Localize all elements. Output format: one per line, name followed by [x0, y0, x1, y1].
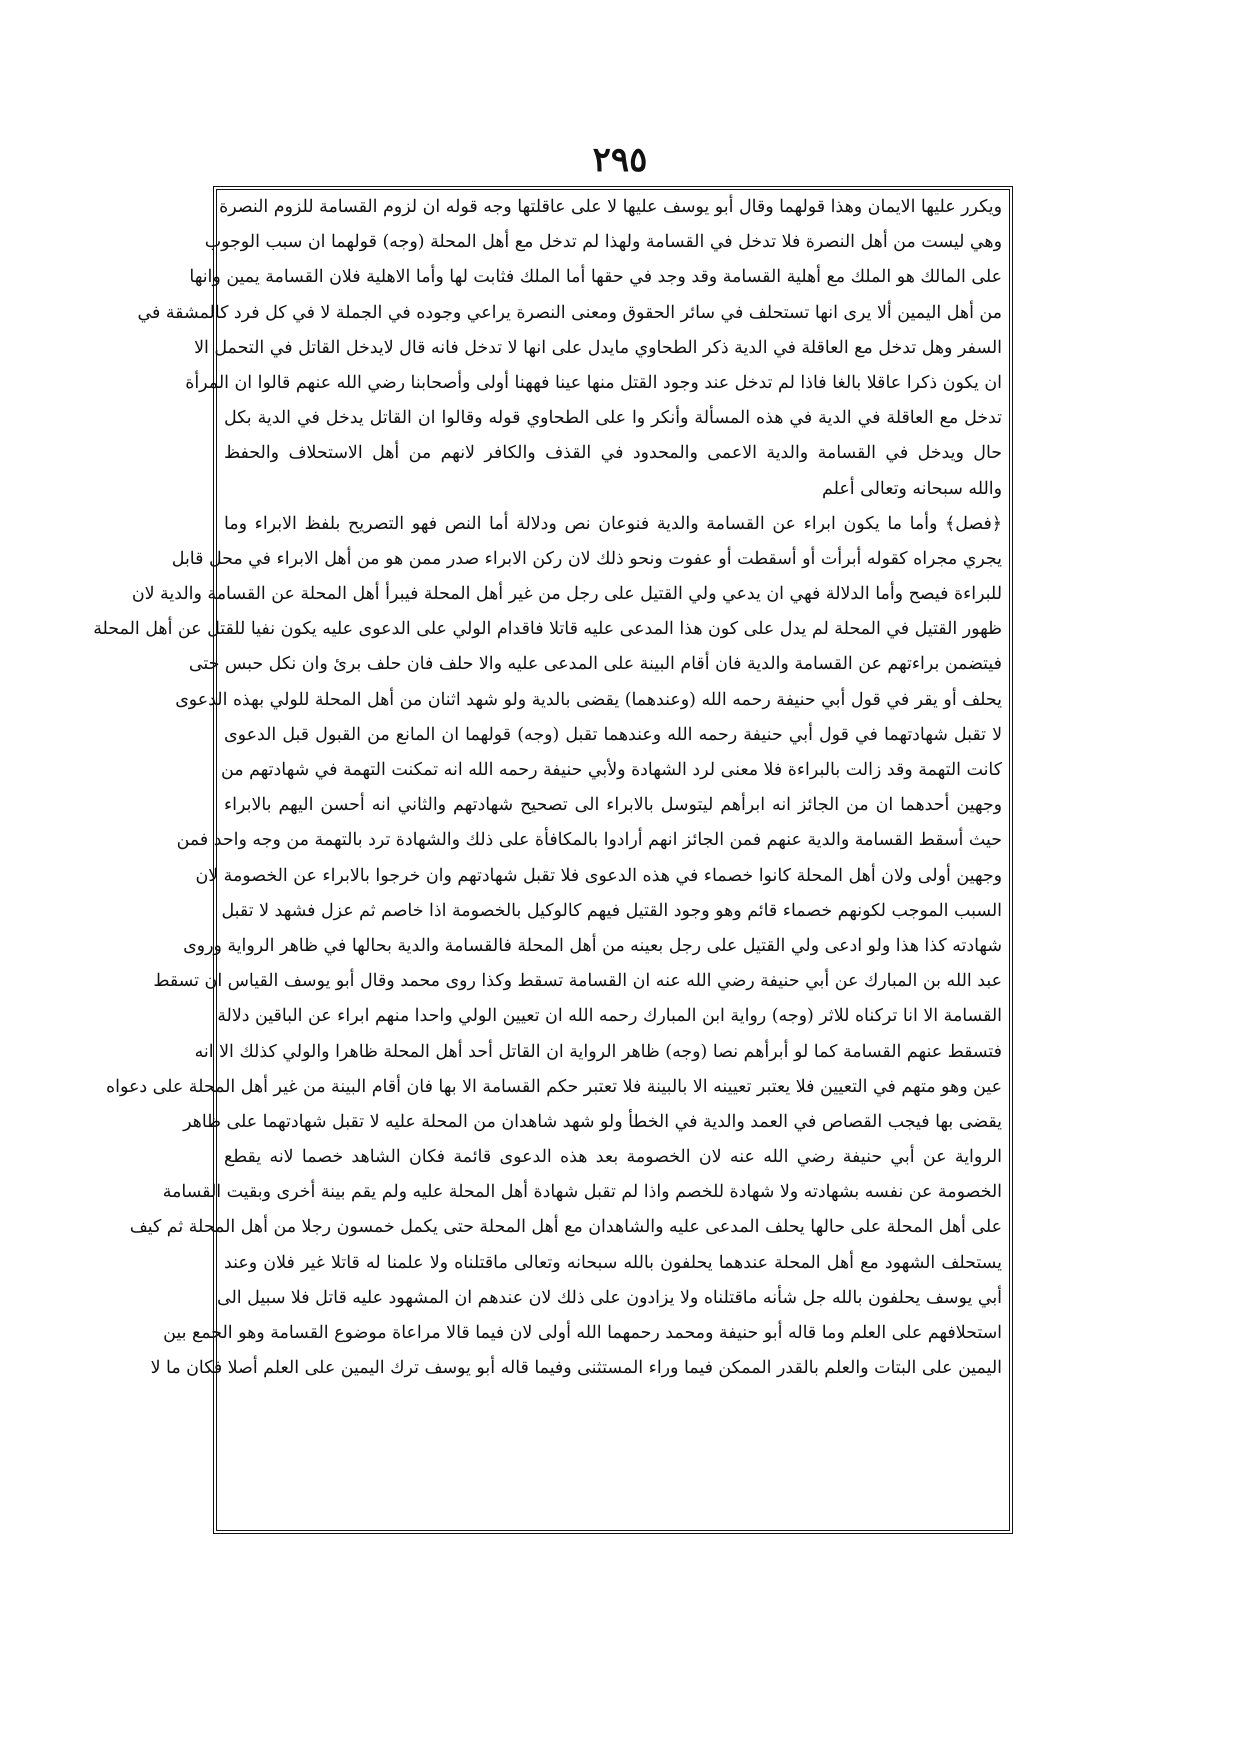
text-line: استحلافهم على العلم وما قاله أبو حنيفة ومحمد رحمهما الله أولى لان فيما قالا مراعاة موضوع القسامة وهو الجمع بين	[163, 1323, 1002, 1343]
text-line: عبد الله بن المبارك عن أبي حنيفة رضي الله عنه ان القسامة تسقط وكذا روى محمد وقال أبو يوسف القياس ان تسقط	[153, 971, 1002, 992]
text-line: يحلف أو يقر في قول أبي حنيفة رحمه الله (وعندهما) يقضى بالدية ولو شهد اثنان من أهل المحلة للولي بهذه الدعوى	[175, 689, 1002, 710]
text-line: وجهين أحدهما ان من الجائز انه ابرأهم ليتوسل بالابراء الى تصحيح شهادتهم والثاني انه أحسن اليهم بالابراء	[224, 795, 1002, 816]
text-line: فتسقط عنهم القسامة كما لو أبرأهم نصا (وجه) ظاهر الرواية ان القاتل أحد أهل المحلة ظاهرا والولي كذلك الا انه	[194, 1041, 1002, 1062]
text-line: ظهور القتيل في المحلة لم يدل على كون هذا المدعى عليه قاتلا فاقدام الولي على الدعوى عليه يكون نفيا للقتل عن أهل المحلة	[93, 619, 1002, 640]
text-line: السبب الموجب لكونهم خصماء قائم وهو وجود القتيل فيهم كالوكيل بالخصومة اذا خاصم ثم عزل فشهد لا تقبل	[221, 900, 1002, 921]
text-line: الخصومة عن نفسه بشهادته ولا شهادة للخصم واذا لم تقبل شهادة أهل المحلة عليه ولم يقم بينة أخرى وبقيت القسامة	[162, 1182, 1002, 1203]
text-line: للبراءة فيصح وأما الدلالة فهي ان يدعي ولي القتيل على رجل من غير أهل المحلة فيبرأ أهل المحلة عن القسامة والدية لان	[131, 584, 1002, 605]
text-line: على أهل المحلة على حالها يحلف المدعى عليه والشاهدان مع أهل المحلة حتى يكمل خمسون رجلا من أهل المحلة ثم كيف	[129, 1217, 1002, 1238]
text-line: يستحلف الشهود مع أهل المحلة عندهما يحلفون بالله سبحانه وتعالى ماقتلناه ولا علمنا له قاتلا غير فلان وعند	[224, 1252, 1002, 1273]
text-line: من أهل اليمين ألا يرى انها تستحلف في سائر الحقوق ومعنى النصرة يراعي وجوده في الجملة لا في كل فرد كالمشقة في	[137, 302, 1002, 323]
text-line: يقضى بها فيجب القصاص في العمد والدية في الخطأ ولو شهد شاهدان من المحلة عليه لا تقبل شهادتهما على ظاهر	[183, 1111, 1002, 1132]
text-line: ان يكون ذكرا عاقلا بالغا فاذا لم تدخل عند وجود القتل منها عينا فههنا أولى وأصحابنا رضي الله عنهم قالوا ان المرأة	[185, 372, 1002, 393]
text-body	[93, 190, 1002, 1528]
text-line: على المالك هو الملك مع أهلية القسامة وقد وجد في حقها أما الملك فثابت لها وأما الاهلية فلان القسامة يمين وانها	[189, 267, 1002, 288]
text-line: حيث أسقط القسامة والدية عنهم فمن الجائز انهم أرادوا بالمكافأة على ذلك والشهادة ترد بالتهمة من وجه واحد فمن	[176, 830, 1002, 851]
text-line: الرواية عن أبي حنيفة رضي الله عنه لان الخصومة بعد هذه الدعوى قائمة فكان الشاهد خصما لانه يقطع	[224, 1147, 1002, 1168]
text-line: يجري مجراه كقوله أبرأت أو أسقطت أو عفوت ونحو ذلك لان ركن الابراء صدر ممن هو من أهل الابراء في محل قابل	[171, 548, 1002, 569]
text-line: وهي ليست من أهل النصرة فلا تدخل في القسامة ولهذا لم تدخل مع أهل المحلة (وجه) قولهما ان سبب الوجوب	[204, 232, 1002, 253]
text-line: شهادته كذا هذا ولو ادعى ولي القتيل على رجل بعينه من أهل المحلة فالقسامة والدية بحالها في ظاهر الرواية وروى	[183, 935, 1002, 956]
text-line: ويكرر عليها الايمان وهذا قولهما وقال أبو يوسف عليها لا على عاقلتها وجه قوله ان لزوم القسامة للزوم النصرة	[219, 197, 1002, 217]
text-line: حال ويدخل في القسامة والدية الاعمى والمحدود في القذف والكافر لانهم من أهل الاستحلاف والحفظ	[224, 443, 1002, 464]
section-heading-line: ﴿فصل﴾ وأما ما يكون ابراء عن القسامة والدية فنوعان نص ودلالة أما النص فهو التصريح بلفظ الابراء وما	[224, 513, 1002, 534]
text-line: اليمين على البتات والعلم بالقدر الممكن فيما وراء المستثنى وفيما قاله أبو يوسف ترك اليمين على العلم أصلا فكان ما لا	[150, 1358, 1002, 1379]
text-line: القسامة الا انا تركناه للاثر (وجه) رواية ابن المبارك رحمه الله ان تعيين الولي واحدا منهم ابراء عن الباقين دلالة	[217, 1006, 1002, 1027]
text-line: وجهين أولى ولان أهل المحلة كانوا خصماء في هذه الدعوى فلا تقبل شهادتهم وان خرجوا بالابراء عن الخصومة لان	[195, 865, 1002, 886]
text-line: تدخل مع العاقلة في الدية في هذه المسألة وأنكر وا على الطحاوي قوله وقالوا ان القاتل يدخل في الدية بكل	[224, 408, 1002, 429]
text-line: أبي يوسف يحلفون بالله جل شأنه ماقتلناه ولا يزادون على ذلك لان عندهم ان المشهود عليه قاتل فلا سبيل الى	[217, 1287, 1002, 1308]
text-line: عين وهو متهم في التعيين فلا يعتبر تعيينه الا بالبينة فلا تعتبر حكم القسامة الا بها فان أقام البينة من غير أهل المحلة على دعواه	[106, 1076, 1002, 1097]
text-line-closing: والله سبحانه وتعالى أعلم	[822, 478, 1002, 499]
page-number: ٢٩٥	[592, 140, 648, 180]
text-line	[224, 1386, 1002, 1421]
text-line: لا تقبل شهادتهما في قول أبي حنيفة رحمه الله وعندهما تقبل (وجه) قولهما ان المانع من القبول قبل الدعوى	[224, 724, 1002, 745]
text-line: كانت التهمة وقد زالت بالبراءة فلا معنى لرد الشهادة ولأبي حنيفة رحمه الله انه تمكنت التهمة في شهادتهم من	[221, 760, 1002, 780]
text-line: فيتضمن براءتهم عن القسامة والدية فان أقام البينة على المدعى عليه والا حلف فان حلف برئ وان نكل حبس حتى	[188, 654, 1002, 675]
text-line: السفر وهل تدخل مع العاقلة في الدية ذكر الطحاوي مايدل على انها لا تدخل فانه قال لايدخل القاتل في التحمل الا	[194, 337, 1002, 358]
